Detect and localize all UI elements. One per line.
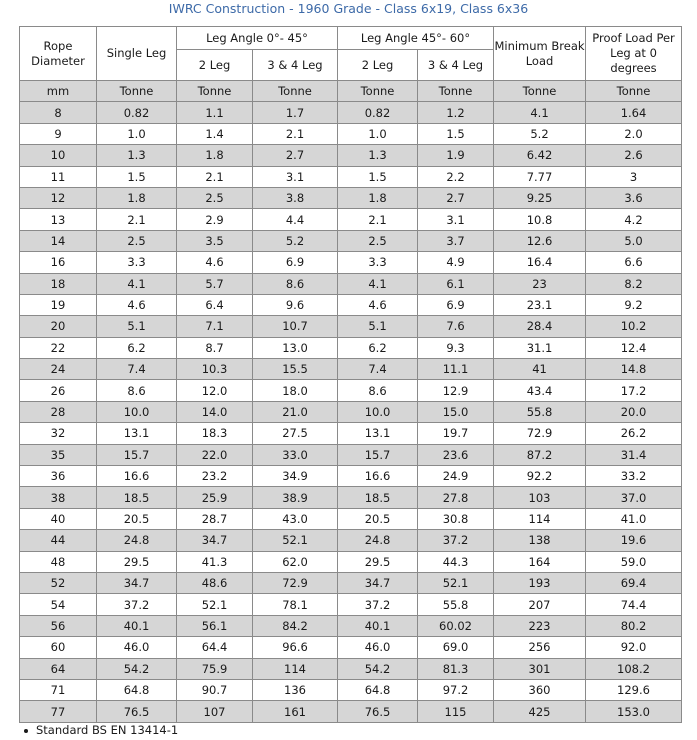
table-cell: 22.0 bbox=[177, 444, 253, 465]
table-row bbox=[20, 102, 682, 123]
table-row bbox=[20, 444, 682, 465]
table-cell: 55.8 bbox=[418, 594, 494, 615]
table-cell: 6.4 bbox=[177, 294, 253, 315]
table-cell: 29.5 bbox=[97, 551, 177, 572]
unit-cell: Tonne bbox=[494, 81, 586, 102]
table-cell: 20.5 bbox=[338, 508, 418, 529]
table-cell: 153.0 bbox=[586, 701, 682, 722]
table-cell: 2.0 bbox=[586, 123, 682, 144]
table-cell: 37.2 bbox=[338, 594, 418, 615]
table-cell: 34.7 bbox=[177, 530, 253, 551]
table-cell: 1.7 bbox=[253, 102, 338, 123]
table-cell: 87.2 bbox=[494, 444, 586, 465]
table-row bbox=[20, 658, 682, 679]
table-row bbox=[20, 615, 682, 636]
header-leg-angle-45-60: Leg Angle 45°- 60° bbox=[338, 27, 494, 50]
table-cell: 0.82 bbox=[338, 102, 418, 123]
table-row bbox=[20, 209, 682, 230]
table-row bbox=[20, 594, 682, 615]
table-cell: 16 bbox=[20, 252, 97, 273]
table-cell: 60.02 bbox=[418, 615, 494, 636]
bullet-icon bbox=[24, 729, 28, 733]
table-row bbox=[20, 273, 682, 294]
table-cell: 43.4 bbox=[494, 380, 586, 401]
table-cell: 76.5 bbox=[338, 701, 418, 722]
table-cell: 24.8 bbox=[338, 530, 418, 551]
table-cell: 24 bbox=[20, 359, 97, 380]
table-cell: 26 bbox=[20, 380, 97, 401]
table-row bbox=[20, 252, 682, 273]
table-cell: 2.5 bbox=[177, 187, 253, 208]
table-cell: 1.1 bbox=[177, 102, 253, 123]
table-row bbox=[20, 572, 682, 593]
table-cell: 129.6 bbox=[586, 679, 682, 700]
table-cell: 81.3 bbox=[418, 658, 494, 679]
table-row bbox=[20, 294, 682, 315]
table-cell: 360 bbox=[494, 679, 586, 700]
table-cell: 8.6 bbox=[338, 380, 418, 401]
table-cell: 5.0 bbox=[586, 230, 682, 251]
table-cell: 1.5 bbox=[418, 123, 494, 144]
table-cell: 12.9 bbox=[418, 380, 494, 401]
table-cell: 48 bbox=[20, 551, 97, 572]
table-cell: 46.0 bbox=[97, 637, 177, 658]
table-cell: 52 bbox=[20, 572, 97, 593]
table-cell: 33.2 bbox=[586, 466, 682, 487]
table-cell: 2.1 bbox=[97, 209, 177, 230]
table-cell: 20 bbox=[20, 316, 97, 337]
table-cell: 37.0 bbox=[586, 487, 682, 508]
table-cell: 9.2 bbox=[586, 294, 682, 315]
table-cell: 55.8 bbox=[494, 401, 586, 422]
table-cell: 44 bbox=[20, 530, 97, 551]
table-cell: 114 bbox=[253, 658, 338, 679]
table-row bbox=[20, 359, 682, 380]
table-cell: 18.3 bbox=[177, 423, 253, 444]
table-cell: 24.9 bbox=[418, 466, 494, 487]
table-row bbox=[20, 380, 682, 401]
table-cell: 13.1 bbox=[97, 423, 177, 444]
table-cell: 59.0 bbox=[586, 551, 682, 572]
table-cell: 96.6 bbox=[253, 637, 338, 658]
unit-cell: Tonne bbox=[586, 81, 682, 102]
table-cell: 23.6 bbox=[418, 444, 494, 465]
header-2-leg-45-60: 2 Leg bbox=[338, 50, 418, 81]
table-cell: 138 bbox=[494, 530, 586, 551]
header-3-4-leg-45-60: 3 & 4 Leg bbox=[418, 50, 494, 81]
table-cell: 64.8 bbox=[97, 679, 177, 700]
table-cell: 3.3 bbox=[338, 252, 418, 273]
table-cell: 2.6 bbox=[586, 145, 682, 166]
table-cell: 23 bbox=[494, 273, 586, 294]
table-cell: 161 bbox=[253, 701, 338, 722]
unit-cell: Tonne bbox=[97, 81, 177, 102]
unit-cell: mm bbox=[20, 81, 97, 102]
table-cell: 72.9 bbox=[494, 423, 586, 444]
header-2-leg-0-45: 2 Leg bbox=[177, 50, 253, 81]
table-cell: 30.8 bbox=[418, 508, 494, 529]
unit-cell: Tonne bbox=[253, 81, 338, 102]
table-cell: 301 bbox=[494, 658, 586, 679]
table-cell: 7.6 bbox=[418, 316, 494, 337]
footnote bbox=[24, 722, 178, 738]
table-cell: 5.1 bbox=[338, 316, 418, 337]
header-leg-angle-0-45: Leg Angle 0°- 45° bbox=[177, 27, 338, 50]
table-cell: 90.7 bbox=[177, 679, 253, 700]
table-cell: 2.9 bbox=[177, 209, 253, 230]
table-cell: 22 bbox=[20, 337, 97, 358]
table-cell: 10.3 bbox=[177, 359, 253, 380]
table-cell: 4.9 bbox=[418, 252, 494, 273]
table-row bbox=[20, 337, 682, 358]
table-cell: 13.0 bbox=[253, 337, 338, 358]
table-row bbox=[20, 145, 682, 166]
table-cell: 31.1 bbox=[494, 337, 586, 358]
table-cell: 2.5 bbox=[338, 230, 418, 251]
table-cell: 52.1 bbox=[253, 530, 338, 551]
table-cell: 164 bbox=[494, 551, 586, 572]
table-cell: 1.5 bbox=[97, 166, 177, 187]
table-title: IWRC Construction - 1960 Grade - Class 6x19, Class 6x36 bbox=[168, 1, 529, 16]
table-cell: 3.3 bbox=[97, 252, 177, 273]
table-cell: 7.4 bbox=[97, 359, 177, 380]
table-cell: 18.5 bbox=[97, 487, 177, 508]
table-cell: 48.6 bbox=[177, 572, 253, 593]
table-cell: 24.8 bbox=[97, 530, 177, 551]
table-row bbox=[20, 187, 682, 208]
table-cell: 15.0 bbox=[418, 401, 494, 422]
table-cell: 28 bbox=[20, 401, 97, 422]
table-cell: 7.4 bbox=[338, 359, 418, 380]
table-cell: 10.0 bbox=[97, 401, 177, 422]
table-cell: 21.0 bbox=[253, 401, 338, 422]
header-min-break-load: Minimum Break Load bbox=[494, 27, 586, 81]
table-cell: 4.6 bbox=[177, 252, 253, 273]
table-cell: 34.7 bbox=[338, 572, 418, 593]
table-cell: 6.9 bbox=[418, 294, 494, 315]
table-cell: 10.8 bbox=[494, 209, 586, 230]
table-cell: 54 bbox=[20, 594, 97, 615]
table-cell: 1.3 bbox=[338, 145, 418, 166]
table-cell: 41 bbox=[494, 359, 586, 380]
table-cell: 11 bbox=[20, 166, 97, 187]
table-cell: 115 bbox=[418, 701, 494, 722]
table-row bbox=[20, 701, 682, 722]
table-cell: 20.5 bbox=[97, 508, 177, 529]
table-cell: 28.7 bbox=[177, 508, 253, 529]
table-cell: 14 bbox=[20, 230, 97, 251]
table-cell: 46.0 bbox=[338, 637, 418, 658]
table-row bbox=[20, 679, 682, 700]
table-cell: 44.3 bbox=[418, 551, 494, 572]
table-cell: 84.2 bbox=[253, 615, 338, 636]
table-cell: 425 bbox=[494, 701, 586, 722]
table-cell: 23.2 bbox=[177, 466, 253, 487]
table-cell: 34.7 bbox=[97, 572, 177, 593]
table-cell: 3.6 bbox=[586, 187, 682, 208]
table-cell: 4.6 bbox=[338, 294, 418, 315]
table-cell: 11.1 bbox=[418, 359, 494, 380]
table-cell: 6.1 bbox=[418, 273, 494, 294]
table-cell: 2.1 bbox=[253, 123, 338, 144]
table-cell: 27.5 bbox=[253, 423, 338, 444]
table-cell: 14.0 bbox=[177, 401, 253, 422]
table-cell: 1.2 bbox=[418, 102, 494, 123]
table-cell: 37.2 bbox=[97, 594, 177, 615]
header-rope-diameter: Rope Diameter bbox=[20, 27, 97, 81]
table-cell: 223 bbox=[494, 615, 586, 636]
table-cell: 107 bbox=[177, 701, 253, 722]
header-3-4-leg-0-45: 3 & 4 Leg bbox=[253, 50, 338, 81]
table-cell: 2.7 bbox=[418, 187, 494, 208]
table-cell: 1.3 bbox=[97, 145, 177, 166]
table-cell: 26.2 bbox=[586, 423, 682, 444]
footnote-text: Standard BS EN 13414-1 bbox=[36, 723, 179, 737]
table-cell: 27.8 bbox=[418, 487, 494, 508]
table-cell: 6.42 bbox=[494, 145, 586, 166]
table-cell: 9 bbox=[20, 123, 97, 144]
table-cell: 18 bbox=[20, 273, 97, 294]
table-cell: 38.9 bbox=[253, 487, 338, 508]
table-cell: 1.8 bbox=[97, 187, 177, 208]
table-cell: 3.8 bbox=[253, 187, 338, 208]
table-cell: 10 bbox=[20, 145, 97, 166]
table-cell: 52.1 bbox=[418, 572, 494, 593]
table-cell: 6.2 bbox=[338, 337, 418, 358]
table-cell: 3 bbox=[586, 166, 682, 187]
table-cell: 72.9 bbox=[253, 572, 338, 593]
table-cell: 56.1 bbox=[177, 615, 253, 636]
table-cell: 75.9 bbox=[177, 658, 253, 679]
unit-cell: Tonne bbox=[418, 81, 494, 102]
table-cell: 18.5 bbox=[338, 487, 418, 508]
table-cell: 256 bbox=[494, 637, 586, 658]
table-cell: 33.0 bbox=[253, 444, 338, 465]
table-cell: 74.4 bbox=[586, 594, 682, 615]
table-cell: 4.1 bbox=[97, 273, 177, 294]
table-cell: 4.1 bbox=[494, 102, 586, 123]
table-row bbox=[20, 551, 682, 572]
table-cell: 1.5 bbox=[338, 166, 418, 187]
table-cell: 15.7 bbox=[97, 444, 177, 465]
table-cell: 2.2 bbox=[418, 166, 494, 187]
table-cell: 15.5 bbox=[253, 359, 338, 380]
table-cell: 2.1 bbox=[338, 209, 418, 230]
table-cell: 41.3 bbox=[177, 551, 253, 572]
table-cell: 97.2 bbox=[418, 679, 494, 700]
table-cell: 6.6 bbox=[586, 252, 682, 273]
table-cell: 16.6 bbox=[97, 466, 177, 487]
table-row bbox=[20, 166, 682, 187]
table-cell: 2.5 bbox=[97, 230, 177, 251]
table-cell: 40.1 bbox=[338, 615, 418, 636]
table-cell: 64.4 bbox=[177, 637, 253, 658]
unit-cell: Tonne bbox=[177, 81, 253, 102]
table-cell: 18.0 bbox=[253, 380, 338, 401]
table-cell: 12.4 bbox=[586, 337, 682, 358]
table-row bbox=[20, 637, 682, 658]
table-cell: 3.5 bbox=[177, 230, 253, 251]
unit-cell: Tonne bbox=[338, 81, 418, 102]
table-cell: 43.0 bbox=[253, 508, 338, 529]
table-row bbox=[20, 530, 682, 551]
table-cell: 12.6 bbox=[494, 230, 586, 251]
table-cell: 92.2 bbox=[494, 466, 586, 487]
header-proof-load: Proof Load Per Leg at 0 degrees bbox=[586, 27, 682, 81]
table-cell: 54.2 bbox=[97, 658, 177, 679]
table-cell: 37.2 bbox=[418, 530, 494, 551]
table-cell: 64 bbox=[20, 658, 97, 679]
units-row bbox=[20, 81, 682, 102]
table-row bbox=[20, 230, 682, 251]
table-cell: 34.9 bbox=[253, 466, 338, 487]
table-cell: 28.4 bbox=[494, 316, 586, 337]
table-cell: 136 bbox=[253, 679, 338, 700]
table-cell: 4.2 bbox=[586, 209, 682, 230]
table-cell: 108.2 bbox=[586, 658, 682, 679]
table-cell: 12.0 bbox=[177, 380, 253, 401]
table-cell: 4.6 bbox=[97, 294, 177, 315]
table-cell: 23.1 bbox=[494, 294, 586, 315]
table-cell: 6.2 bbox=[97, 337, 177, 358]
table-cell: 80.2 bbox=[586, 615, 682, 636]
table-cell: 8.7 bbox=[177, 337, 253, 358]
table-cell: 10.7 bbox=[253, 316, 338, 337]
table-cell: 10.0 bbox=[338, 401, 418, 422]
header-single-leg: Single Leg bbox=[97, 27, 177, 81]
table-cell: 7.77 bbox=[494, 166, 586, 187]
table-cell: 71 bbox=[20, 679, 97, 700]
table-cell: 76.5 bbox=[97, 701, 177, 722]
table-cell: 12 bbox=[20, 187, 97, 208]
table-cell: 3.1 bbox=[418, 209, 494, 230]
rope-load-table bbox=[19, 26, 682, 723]
table-cell: 3.1 bbox=[253, 166, 338, 187]
table-cell: 8.2 bbox=[586, 273, 682, 294]
table-cell: 9.6 bbox=[253, 294, 338, 315]
table-cell: 1.0 bbox=[338, 123, 418, 144]
table-cell: 52.1 bbox=[177, 594, 253, 615]
table-cell: 5.1 bbox=[97, 316, 177, 337]
table-row bbox=[20, 423, 682, 444]
table-cell: 1.0 bbox=[97, 123, 177, 144]
table-cell: 19.7 bbox=[418, 423, 494, 444]
table-cell: 5.2 bbox=[253, 230, 338, 251]
table-cell: 56 bbox=[20, 615, 97, 636]
table-cell: 19.6 bbox=[586, 530, 682, 551]
table-cell: 1.8 bbox=[177, 145, 253, 166]
table-cell: 13.1 bbox=[338, 423, 418, 444]
table-row bbox=[20, 466, 682, 487]
table-cell: 25.9 bbox=[177, 487, 253, 508]
table-cell: 64.8 bbox=[338, 679, 418, 700]
table-cell: 103 bbox=[494, 487, 586, 508]
table-cell: 207 bbox=[494, 594, 586, 615]
table-cell: 6.9 bbox=[253, 252, 338, 273]
table-cell: 69.4 bbox=[586, 572, 682, 593]
table-cell: 8 bbox=[20, 102, 97, 123]
table-cell: 7.1 bbox=[177, 316, 253, 337]
table-cell: 0.82 bbox=[97, 102, 177, 123]
table-cell: 40.1 bbox=[97, 615, 177, 636]
table-cell: 1.4 bbox=[177, 123, 253, 144]
table-cell: 77 bbox=[20, 701, 97, 722]
table-cell: 13 bbox=[20, 209, 97, 230]
table-row bbox=[20, 316, 682, 337]
table-cell: 54.2 bbox=[338, 658, 418, 679]
table-cell: 9.3 bbox=[418, 337, 494, 358]
table-cell: 17.2 bbox=[586, 380, 682, 401]
table-cell: 1.8 bbox=[338, 187, 418, 208]
table-cell: 29.5 bbox=[338, 551, 418, 572]
table-row bbox=[20, 123, 682, 144]
table-cell: 9.25 bbox=[494, 187, 586, 208]
table-cell: 114 bbox=[494, 508, 586, 529]
table-row bbox=[20, 508, 682, 529]
table-cell: 19 bbox=[20, 294, 97, 315]
table-cell: 40 bbox=[20, 508, 97, 529]
table-cell: 193 bbox=[494, 572, 586, 593]
table-cell: 60 bbox=[20, 637, 97, 658]
table-cell: 3.7 bbox=[418, 230, 494, 251]
table-cell: 1.9 bbox=[418, 145, 494, 166]
table-cell: 16.4 bbox=[494, 252, 586, 273]
table-cell: 78.1 bbox=[253, 594, 338, 615]
table-cell: 41.0 bbox=[586, 508, 682, 529]
table-cell: 14.8 bbox=[586, 359, 682, 380]
table-cell: 4.1 bbox=[338, 273, 418, 294]
table-cell: 16.6 bbox=[338, 466, 418, 487]
table-cell: 35 bbox=[20, 444, 97, 465]
table-row bbox=[20, 401, 682, 422]
table-cell: 62.0 bbox=[253, 551, 338, 572]
table-cell: 92.0 bbox=[586, 637, 682, 658]
table-cell: 15.7 bbox=[338, 444, 418, 465]
table-cell: 10.2 bbox=[586, 316, 682, 337]
table-cell: 2.1 bbox=[177, 166, 253, 187]
table-cell: 36 bbox=[20, 466, 97, 487]
table-cell: 20.0 bbox=[586, 401, 682, 422]
table-cell: 5.2 bbox=[494, 123, 586, 144]
table-cell: 5.7 bbox=[177, 273, 253, 294]
table-cell: 38 bbox=[20, 487, 97, 508]
table-row bbox=[20, 487, 682, 508]
table-cell: 2.7 bbox=[253, 145, 338, 166]
table-cell: 8.6 bbox=[97, 380, 177, 401]
table-cell: 69.0 bbox=[418, 637, 494, 658]
table-cell: 31.4 bbox=[586, 444, 682, 465]
table-cell: 8.6 bbox=[253, 273, 338, 294]
table-cell: 32 bbox=[20, 423, 97, 444]
table-cell: 4.4 bbox=[253, 209, 338, 230]
table-cell: 1.64 bbox=[586, 102, 682, 123]
